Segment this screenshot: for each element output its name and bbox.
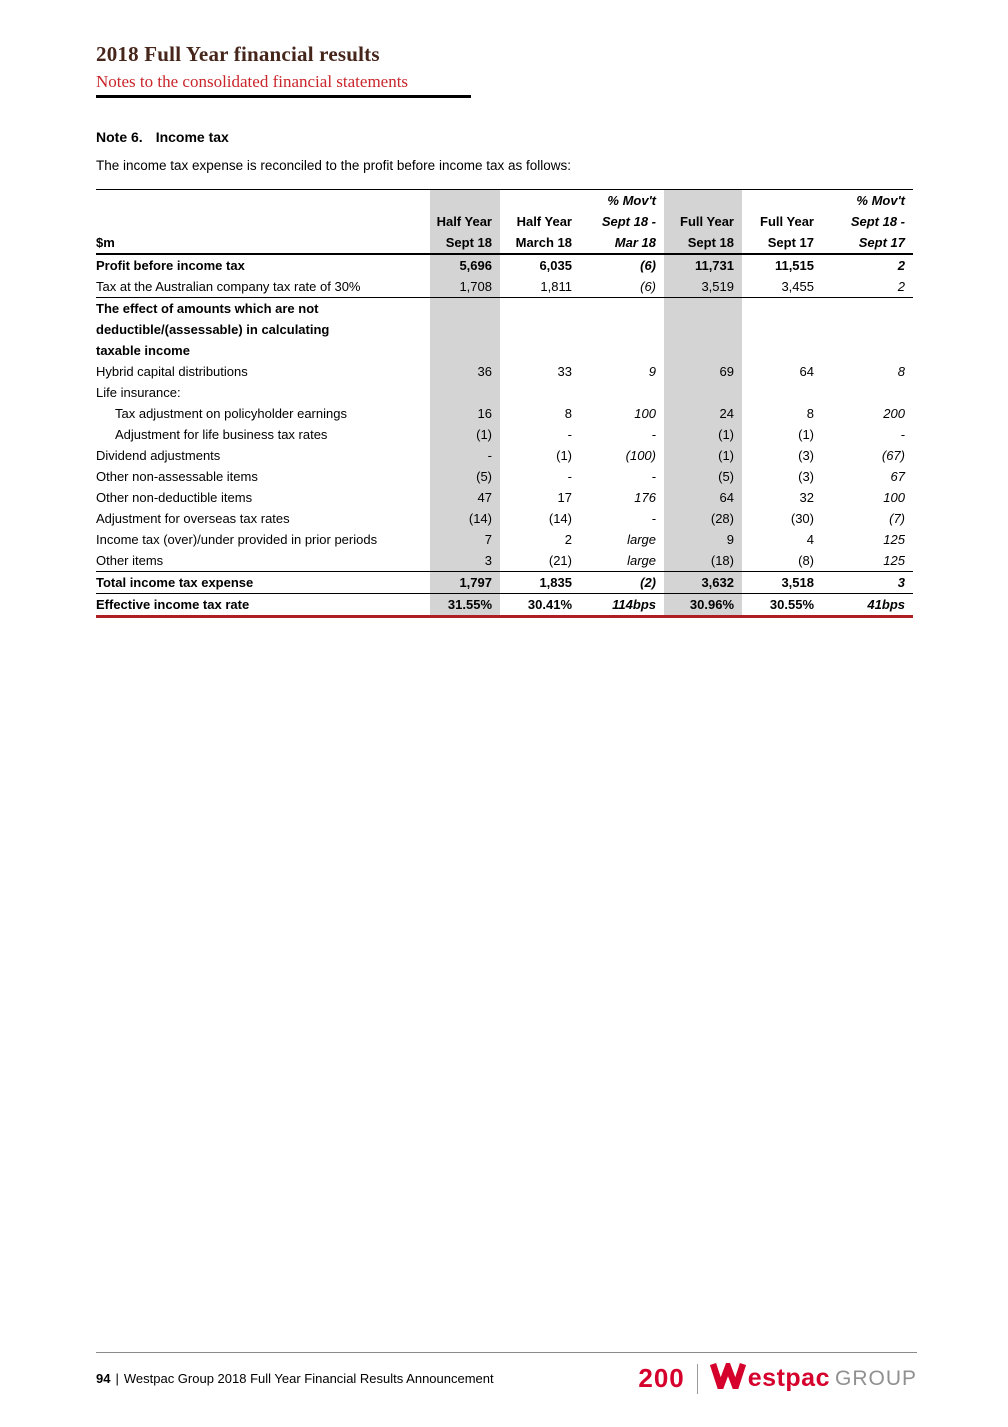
header-row — [96, 211, 913, 232]
cell-value: 7 — [430, 529, 500, 550]
column-header: Mar 18 — [580, 232, 664, 254]
note-heading — [96, 129, 913, 145]
cell-value: (1) — [798, 427, 814, 442]
table-row — [96, 529, 913, 550]
table-row — [96, 254, 913, 276]
row-label: Total income tax expense — [96, 572, 430, 594]
cell-value: 3,632 — [664, 572, 742, 594]
cell-value: (6) — [640, 258, 656, 273]
cell-value: 3 — [822, 572, 913, 594]
cell-value: (14) — [430, 508, 500, 529]
cell-value — [580, 340, 664, 361]
subtitle-underline — [96, 95, 471, 98]
cell-value: 36 — [430, 361, 500, 382]
page-footer — [96, 1352, 917, 1394]
row-label: Other non-assessable items — [96, 469, 258, 484]
cell-value — [664, 382, 742, 403]
cell-value: 100 — [634, 406, 656, 421]
cell-value: (8) — [742, 550, 822, 572]
cell-value: 125 — [883, 532, 905, 547]
table-row — [96, 382, 913, 403]
cell-value: 176 — [634, 490, 656, 505]
header-row — [96, 190, 913, 212]
cell-value: large — [580, 550, 664, 572]
table-row — [96, 572, 913, 594]
cell-value — [580, 319, 664, 340]
cell-value: 4 — [806, 532, 814, 547]
cell-value: 9 — [648, 364, 656, 379]
cell-value — [664, 340, 742, 361]
row-label: The effect of amounts which are not — [96, 301, 319, 316]
row-label: deductible/(assessable) in calculating — [96, 322, 330, 337]
row-label: Adjustment for life business tax rates — [115, 427, 328, 442]
column-header: Sept 17 — [742, 232, 822, 254]
row-label: Tax at the Australian company tax rate of 30% — [96, 276, 430, 298]
cell-value: - — [567, 427, 572, 442]
cell-value: 64 — [799, 364, 814, 379]
cell-value: (6) — [580, 276, 664, 298]
cell-value: (14) — [548, 511, 572, 526]
cell-value: 1,708 — [430, 276, 500, 298]
row-label: Other items — [96, 550, 430, 572]
westpac-wordmark: estpac — [747, 1364, 830, 1392]
unit-header — [96, 211, 430, 232]
note-title: Income tax — [155, 129, 229, 145]
cell-value: (30) — [790, 511, 814, 526]
cell-value: (100) — [625, 448, 656, 463]
unit-header — [96, 190, 430, 212]
westpac-logo — [638, 1363, 917, 1394]
cell-value — [500, 382, 580, 403]
cell-value: 8 — [564, 406, 572, 421]
row-label: Other non-deductible items — [96, 490, 253, 505]
westpac-w-icon — [710, 1363, 746, 1394]
column-header: Half Year — [516, 214, 572, 229]
cell-value: (1) — [556, 448, 572, 463]
cell-value — [822, 382, 913, 403]
cell-value — [822, 298, 913, 320]
cell-value: (2) — [580, 572, 664, 594]
cell-value: (18) — [664, 550, 742, 572]
cell-value: 17 — [557, 490, 572, 505]
table-row — [96, 361, 913, 382]
table-row — [96, 594, 913, 617]
cell-value: (1) — [664, 424, 742, 445]
cell-value: 1,835 — [500, 572, 580, 594]
column-header: % Mov't — [607, 193, 656, 208]
cell-value: 30.55% — [742, 594, 822, 617]
note-label: Note 6. — [96, 129, 143, 145]
cell-value: 9 — [664, 529, 742, 550]
cell-value — [742, 298, 822, 320]
column-header: Sept 17 — [822, 232, 913, 254]
page-content — [96, 0, 913, 618]
column-header: Full Year — [664, 211, 742, 232]
column-header: % Mov't — [856, 193, 905, 208]
column-header: Sept 18 - — [601, 214, 656, 229]
row-label: Profit before income tax — [96, 258, 245, 273]
footer-text — [96, 1371, 494, 1386]
cell-value — [430, 382, 500, 403]
cell-value: 11,515 — [774, 258, 814, 273]
cell-value — [500, 319, 580, 340]
cell-value: 24 — [664, 403, 742, 424]
table-row — [96, 445, 913, 466]
column-header — [664, 190, 742, 212]
cell-value — [430, 319, 500, 340]
table-row — [96, 466, 913, 487]
table-row — [96, 340, 913, 361]
cell-value: (7) — [889, 511, 905, 526]
cell-value: 2 — [564, 532, 572, 547]
cell-value: - — [430, 445, 500, 466]
cell-value: 8 — [897, 364, 905, 379]
cell-value: - — [651, 469, 656, 484]
row-label: taxable income — [96, 343, 190, 358]
row-label: Tax adjustment on policyholder earnings — [115, 406, 347, 421]
cell-value: (5) — [430, 466, 500, 487]
row-label: Effective income tax rate — [96, 594, 430, 617]
column-header: Full Year — [760, 214, 814, 229]
cell-value — [500, 340, 580, 361]
table-row — [96, 298, 913, 320]
cell-value: 3,519 — [664, 276, 742, 298]
cell-value: 41bps — [822, 594, 913, 617]
cell-value: 3,455 — [742, 276, 822, 298]
cell-value: (3) — [798, 448, 814, 463]
cell-value — [430, 298, 500, 320]
cell-value: - — [651, 427, 656, 442]
logo-divider — [697, 1364, 698, 1394]
column-header: Half Year — [430, 211, 500, 232]
column-header: Sept 18 — [430, 232, 500, 254]
cell-value — [580, 382, 664, 403]
westpac-200-anniversary-logo: 200 — [638, 1363, 685, 1393]
cell-value — [742, 382, 822, 403]
table-row — [96, 319, 913, 340]
table-row — [96, 487, 913, 508]
table-row — [96, 424, 913, 445]
table-row — [96, 550, 913, 572]
cell-value — [822, 319, 913, 340]
cell-value: 67 — [890, 469, 905, 484]
footer-title: Westpac Group 2018 Full Year Financial Results Announcement — [123, 1371, 494, 1386]
cell-value: 114bps — [580, 594, 664, 617]
table-row — [96, 276, 913, 298]
cell-value: 5,696 — [430, 254, 500, 276]
cell-value: 30.41% — [500, 594, 580, 617]
cell-value: 3,518 — [742, 572, 822, 594]
cell-value — [822, 340, 913, 361]
cell-value: 33 — [557, 364, 572, 379]
westpac-group-label: GROUP — [834, 1366, 917, 1390]
cell-value — [742, 340, 822, 361]
column-header: Sept 18 — [664, 232, 742, 254]
cell-value: 100 — [883, 490, 905, 505]
cell-value: (21) — [500, 550, 580, 572]
cell-value: 47 — [430, 487, 500, 508]
cell-value: large — [627, 532, 656, 547]
cell-value: 3 — [430, 550, 500, 572]
cell-value: (5) — [664, 466, 742, 487]
table-body — [96, 254, 913, 617]
row-label: Dividend adjustments — [96, 448, 221, 463]
row-label: Hybrid capital distributions — [96, 364, 248, 379]
cell-value: - — [900, 427, 905, 442]
cell-value: (28) — [664, 508, 742, 529]
column-header — [742, 190, 822, 212]
cell-value: 31.55% — [430, 594, 500, 617]
income-tax-table — [96, 189, 913, 618]
header-row — [96, 232, 913, 254]
document-title: 2018 Full Year financial results — [96, 42, 380, 66]
column-header — [430, 190, 500, 212]
cell-value: 64 — [664, 487, 742, 508]
cell-value: 1,811 — [500, 276, 580, 298]
cell-value: (3) — [798, 469, 814, 484]
cell-value — [664, 298, 742, 320]
table-row — [96, 403, 913, 424]
footer-separator: | — [115, 1371, 119, 1386]
column-header: March 18 — [500, 232, 580, 254]
cell-value — [664, 319, 742, 340]
cell-value: 2 — [897, 258, 905, 273]
cell-value: - — [567, 469, 572, 484]
column-header: Sept 18 - — [850, 214, 905, 229]
cell-value: 2 — [822, 276, 913, 298]
unit-header: $m — [96, 232, 430, 254]
cell-value: 200 — [883, 406, 905, 421]
cell-value: (1) — [430, 424, 500, 445]
cell-value — [500, 298, 580, 320]
cell-value: 32 — [799, 490, 814, 505]
table-row — [96, 508, 913, 529]
cell-value — [580, 298, 664, 320]
row-label: Adjustment for overseas tax rates — [96, 511, 290, 526]
cell-value: 16 — [430, 403, 500, 424]
cell-value: 1,797 — [430, 572, 500, 594]
column-header — [500, 190, 580, 212]
cell-value — [742, 319, 822, 340]
row-label: Income tax (over)/under provided in prior periods — [96, 532, 378, 547]
cell-value: - — [651, 511, 656, 526]
intro-text: The income tax expense is reconciled to the profit before income tax as follows: — [96, 158, 571, 173]
cell-value — [430, 340, 500, 361]
cell-value: (67) — [881, 448, 905, 463]
page-number: 94 — [96, 1371, 111, 1386]
cell-value: 69 — [664, 361, 742, 382]
cell-value: 11,731 — [664, 254, 742, 276]
row-label: Life insurance: — [96, 385, 181, 400]
cell-value: 6,035 — [539, 258, 572, 273]
document-subtitle: Notes to the consolidated financial statements — [96, 72, 409, 91]
cell-value: 125 — [822, 550, 913, 572]
cell-value: 8 — [806, 406, 814, 421]
cell-value: (1) — [664, 445, 742, 466]
table-header — [96, 190, 913, 255]
cell-value: 30.96% — [664, 594, 742, 617]
